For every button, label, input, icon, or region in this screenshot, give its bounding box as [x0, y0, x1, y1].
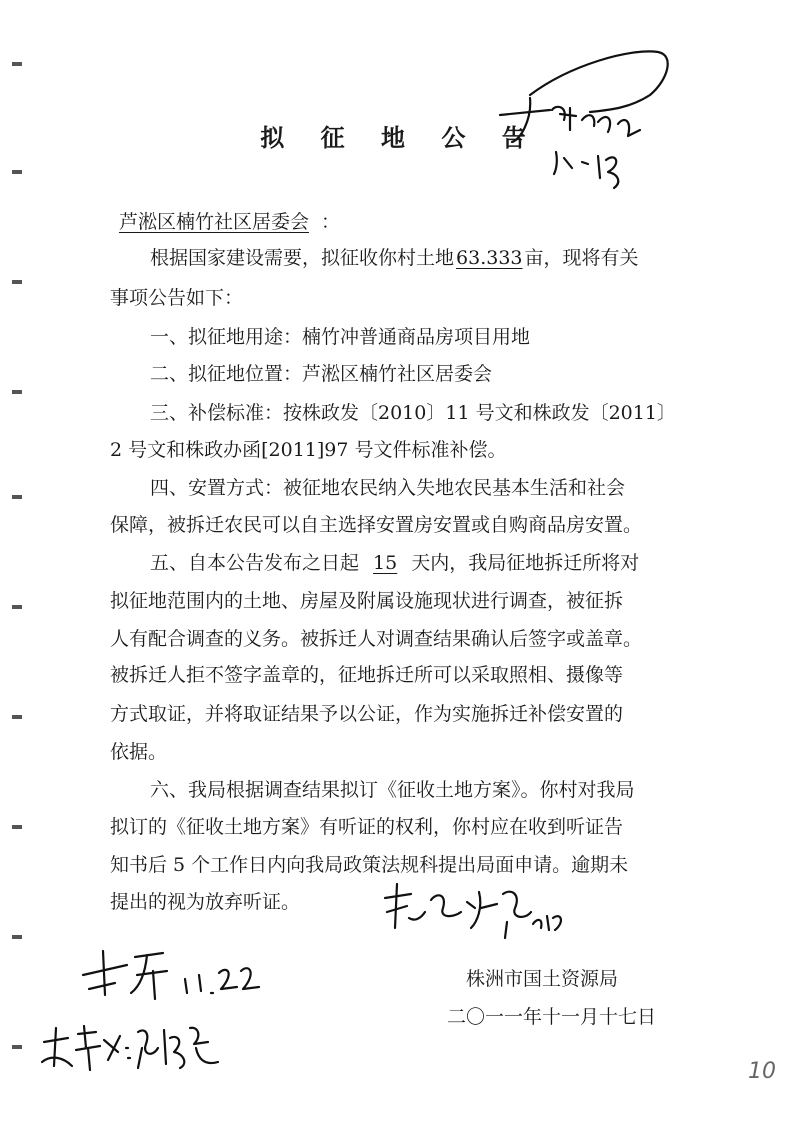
binding-mark: [12, 605, 22, 609]
handwritten-note-date: [75, 945, 275, 1005]
item-4-line-1: 四、安置方式：被征地农民纳入失地农民基本生活和社会: [150, 477, 626, 499]
issuer-name: 株洲市国土资源局: [466, 968, 619, 990]
item-1: 一、拟征地用途：楠竹冲普通商品房项目用地: [150, 326, 531, 348]
binding-mark: [12, 825, 22, 829]
addressee: 芦淞区楠竹社区居委会: [119, 211, 310, 233]
binding-mark: [12, 62, 22, 66]
item-4-line-2: 保障，被拆迁农民可以自主选择安置房安置或自购商品房安置。: [110, 514, 643, 536]
item-5-line-5: 方式取证，并将取证结果予以公证，作为实施拆迁补偿安置的: [110, 703, 624, 725]
intro-line-2: 事项公告如下：: [110, 287, 244, 309]
binding-mark: [12, 715, 22, 719]
item-3-line-1: 三、补偿标准：按株政发〔2010〕11 号文和株政发〔2011〕: [150, 402, 676, 424]
intro-text: 亩，现将有关: [524, 247, 639, 269]
survey-days-value: 15: [373, 552, 398, 574]
item-3-line-2: 2 号文和株政办函[2011]97 号文件标准补偿。: [110, 439, 507, 461]
item-2: 二、拟征地位置：芦淞区楠竹社区居委会: [150, 363, 493, 385]
handwritten-drafter-signature: [38, 1018, 228, 1078]
item-5-text: 天内，我局征地拆迁所将对: [411, 552, 640, 574]
item-6-line-4: 提出的视为放弃听证。: [110, 891, 301, 913]
addressee-line: [107, 210, 340, 234]
item-5-line-2: 拟征地范围内的土地、房屋及附属设施现状进行调查，被征拆: [110, 590, 624, 612]
item-6-line-1: 六、我局根据调查结果拟订《征收土地方案》。你村对我局: [150, 779, 635, 801]
binding-mark: [12, 495, 22, 499]
item-5-text: 五、自本公告发布之日起: [150, 552, 360, 574]
page-number: 10: [748, 1059, 776, 1084]
handwritten-signature-approval: [375, 878, 575, 948]
binding-mark: [12, 390, 22, 394]
binding-mark: [12, 1045, 22, 1049]
item-6-line-3: 知书后 5 个工作日内向我局政策法规科提出局面申请。逾期未: [110, 854, 629, 876]
binding-mark: [12, 170, 22, 174]
intro-text: 根据国家建设需要，拟征收你村土地: [150, 247, 455, 269]
item-5-line-4: 被拆迁人拒不签字盖章的，征地拆迁所可以采取照相、摄像等: [110, 664, 624, 686]
binding-mark: [12, 280, 22, 284]
intro-line-1: [150, 246, 639, 270]
item-5-line-6: 依据。: [110, 741, 168, 763]
item-5-line-3: 人有配合调查的义务。被拆迁人对调查结果确认后签字或盖章。: [110, 628, 643, 650]
page-title: 拟 征 地 公 告: [260, 123, 540, 152]
addressee-suffix: ：: [321, 211, 341, 233]
item-6-line-2: 拟订的《征收土地方案》有听证的权利，你村应在收到听证告: [110, 816, 624, 838]
handwritten-signature-top: [490, 40, 690, 190]
binding-mark: [12, 935, 22, 939]
land-area-value: 63.333: [456, 247, 523, 269]
item-5-line-1: [150, 551, 639, 575]
issue-date: 二〇一一年十一月十七日: [447, 1006, 657, 1028]
